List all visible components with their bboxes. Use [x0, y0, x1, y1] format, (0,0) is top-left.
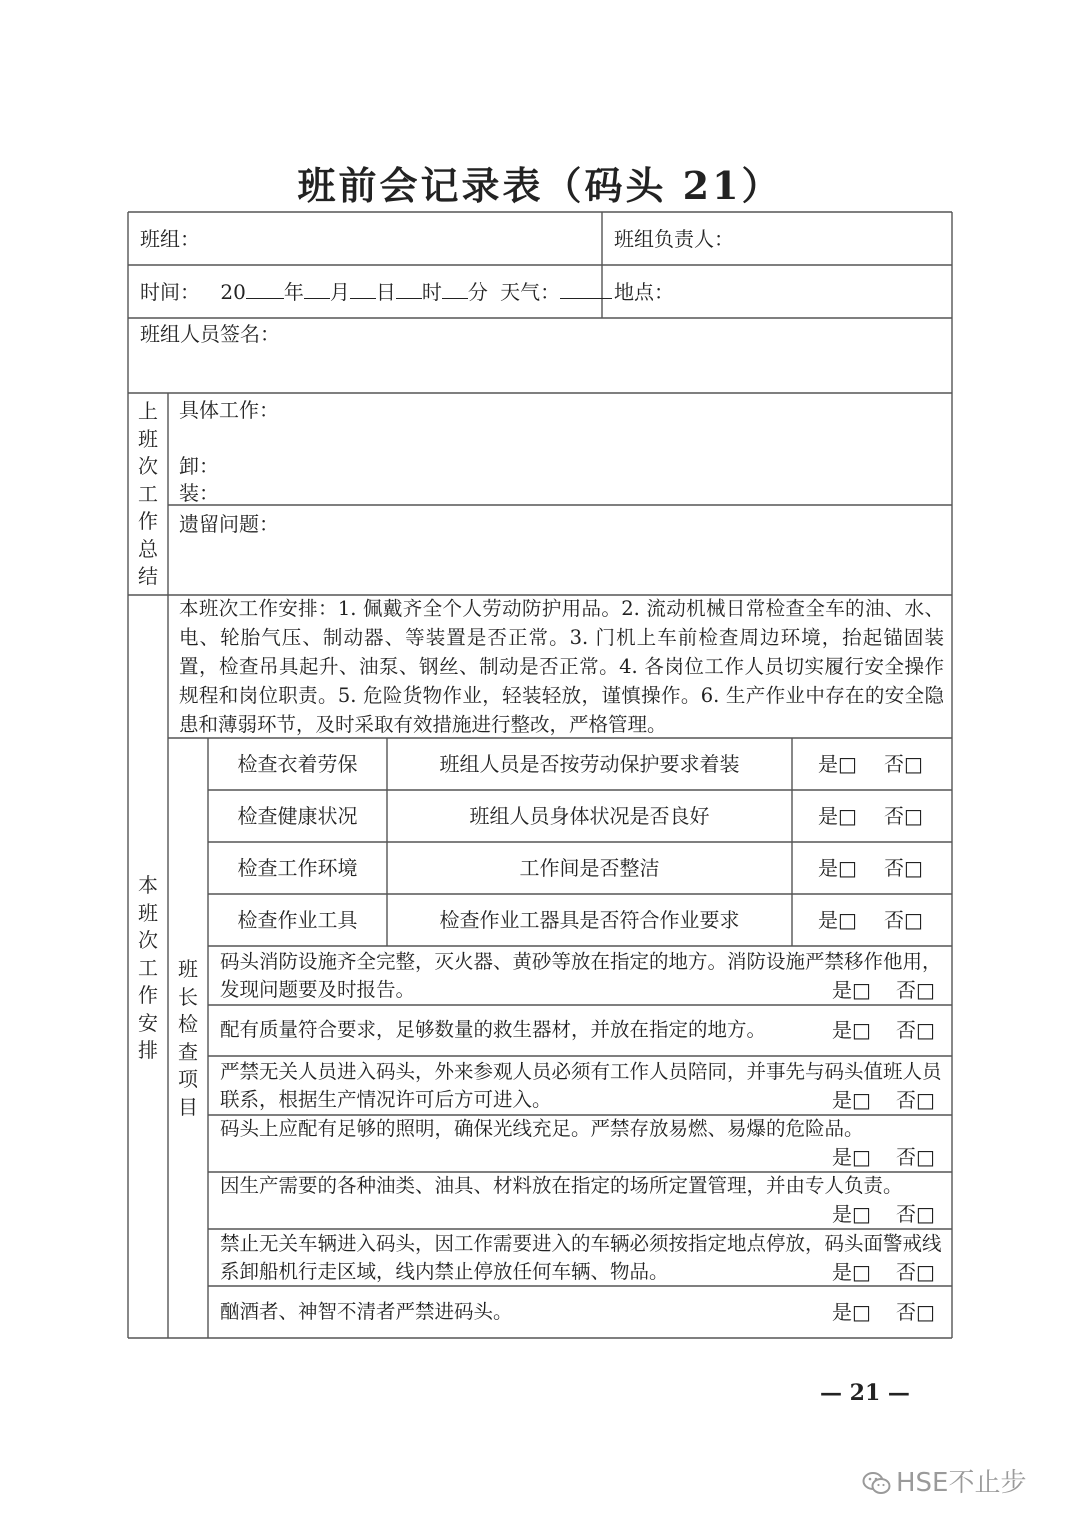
check-item-yes-checkbox[interactable]: 是□ — [818, 752, 857, 776]
time-label: 时间： — [140, 280, 200, 304]
hour-unit: 时 — [421, 280, 442, 304]
inspection-item-yes-checkbox[interactable]: 是□ — [832, 1145, 871, 1169]
specific-work-label: 具体工作： — [179, 398, 279, 422]
check-item-name: 检查工作环境 — [237, 856, 358, 880]
page-title: 班前会记录表（码头 21） — [297, 163, 783, 208]
inspection-item-no-checkbox[interactable]: 否□ — [896, 1300, 935, 1324]
inspection-item-text: 酗酒者、神智不清者严禁进码头。 — [220, 1300, 513, 1323]
location-label: 地点： — [614, 280, 674, 304]
inspection-item-yes-checkbox[interactable]: 是□ — [832, 1018, 871, 1042]
weather-label: 天气： — [500, 280, 561, 304]
inspection-item-no-checkbox[interactable]: 否□ — [896, 1202, 935, 1226]
year-unit: 年 — [283, 280, 304, 304]
check-item-name: 检查衣着劳保 — [237, 752, 358, 776]
year-prefix: 20 — [220, 280, 246, 304]
team-leader-label: 班组负责人： — [614, 227, 734, 251]
check-item-desc: 检查作业工器具是否符合作业要求 — [439, 908, 740, 932]
weather-blank[interactable] — [560, 278, 612, 299]
inspection-item-text: 配有质量符合要求，足够数量的救生器材，并放在指定的地方。 — [220, 1018, 767, 1041]
hour-blank[interactable] — [396, 278, 422, 299]
inspection-item-yes-checkbox[interactable]: 是□ — [832, 1300, 871, 1324]
inspection-item-no-checkbox[interactable]: 否□ — [896, 1145, 935, 1169]
check-item-desc: 班组人员身体状况是否良好 — [469, 804, 710, 828]
signature-label: 班组人员签名： — [140, 322, 280, 346]
inspection-item-text: 因生产需要的各种油类、油具、材料放在指定的场所定置管理，并由专人负责。 — [220, 1174, 903, 1197]
check-item-no-checkbox[interactable]: 否□ — [884, 856, 923, 880]
work-arrangement-text: 本班次工作安排：1. 佩戴齐全个人劳动防护用品。2. 流动机械日常检查全车的油、水、电、轮胎气压、制动器、等装置是否正常。3. 门机上车前检查周边环境，抬起锚固装置，检查吊具起升、油泵、钢丝、制动是否正常。4. 各岗位工作人员切实履行安全操作规程和岗位职责。5. 危险货物作业，轻装轻放，谨慎操作。6. 生产作业中存在的安全隐患和薄弱环节，及时采取有效措施进行整改，严格管理。 — [179, 597, 944, 736]
month-blank[interactable] — [304, 278, 330, 299]
check-item-no-checkbox[interactable]: 否□ — [884, 752, 923, 776]
inspection-item-yes-checkbox[interactable]: 是□ — [832, 978, 871, 1002]
year-blank[interactable] — [246, 278, 284, 299]
remaining-issues-label: 遗留问题： — [179, 512, 279, 536]
check-item-desc: 工作间是否整洁 — [519, 856, 660, 880]
day-blank[interactable] — [350, 278, 376, 299]
check-item-name: 检查作业工具 — [237, 908, 358, 932]
inspection-item-no-checkbox[interactable]: 否□ — [896, 1018, 935, 1042]
inspection-item-yes-checkbox[interactable]: 是□ — [832, 1202, 871, 1226]
load-label: 装： — [179, 481, 219, 505]
check-item-no-checkbox[interactable]: 否□ — [884, 908, 923, 932]
inspection-item-no-checkbox[interactable]: 否□ — [896, 1088, 935, 1112]
minute-blank[interactable] — [442, 278, 468, 299]
inspection-item-text: 严禁无关人员进入码头，外来参观人员必须有工作人员陪同，并事先与码头值班人员联系，根据生产情况许可后方可进入。 — [220, 1060, 942, 1111]
check-item-yes-checkbox[interactable]: 是□ — [818, 856, 857, 880]
day-unit: 日 — [375, 280, 396, 304]
wechat-icon — [862, 1471, 892, 1497]
inspection-item-no-checkbox[interactable]: 否□ — [896, 1260, 935, 1284]
check-item-name: 检查健康状况 — [237, 804, 358, 828]
watermark — [862, 1462, 1026, 1499]
inspection-item-text: 禁止无关车辆进入码头，因工作需要进入的车辆必须按指定地点停放，码头面警戒线系卸船机行走区域，线内禁止停放任何车辆、物品。 — [220, 1232, 942, 1283]
previous-shift-section-label: 上班次工作总结 — [138, 399, 158, 588]
inspection-item-no-checkbox[interactable]: 否□ — [896, 978, 935, 1002]
time-field — [140, 278, 612, 306]
month-unit: 月 — [329, 280, 350, 304]
inspection-item-yes-checkbox[interactable]: 是□ — [832, 1088, 871, 1112]
check-item-desc: 班组人员是否按劳动保护要求着装 — [439, 752, 740, 776]
watermark-text: HSE不止步 — [896, 1468, 1027, 1498]
check-item-yes-checkbox[interactable]: 是□ — [818, 804, 857, 828]
check-item-yes-checkbox[interactable]: 是□ — [818, 908, 857, 932]
inspection-item-text: 码头上应配有足够的照明，确保光线充足。严禁存放易燃、易爆的危险品。 — [220, 1117, 864, 1140]
current-shift-section-label: 本班次工作安排 — [138, 873, 158, 1062]
check-item-no-checkbox[interactable]: 否□ — [884, 804, 923, 828]
team-label: 班组： — [140, 227, 200, 251]
page-number: — 21 — — [820, 1380, 910, 1406]
minute-unit: 分 — [467, 280, 488, 304]
unload-label: 卸： — [179, 454, 219, 478]
inspection-item-text: 码头消防设施齐全完整，灭火器、黄砂等放在指定的地方。消防设施严禁移作他用，发现问题要及时报告。 — [220, 950, 942, 1001]
inspection-item-yes-checkbox[interactable]: 是□ — [832, 1260, 871, 1284]
inspection-items-label: 班长检查项目 — [178, 957, 198, 1119]
